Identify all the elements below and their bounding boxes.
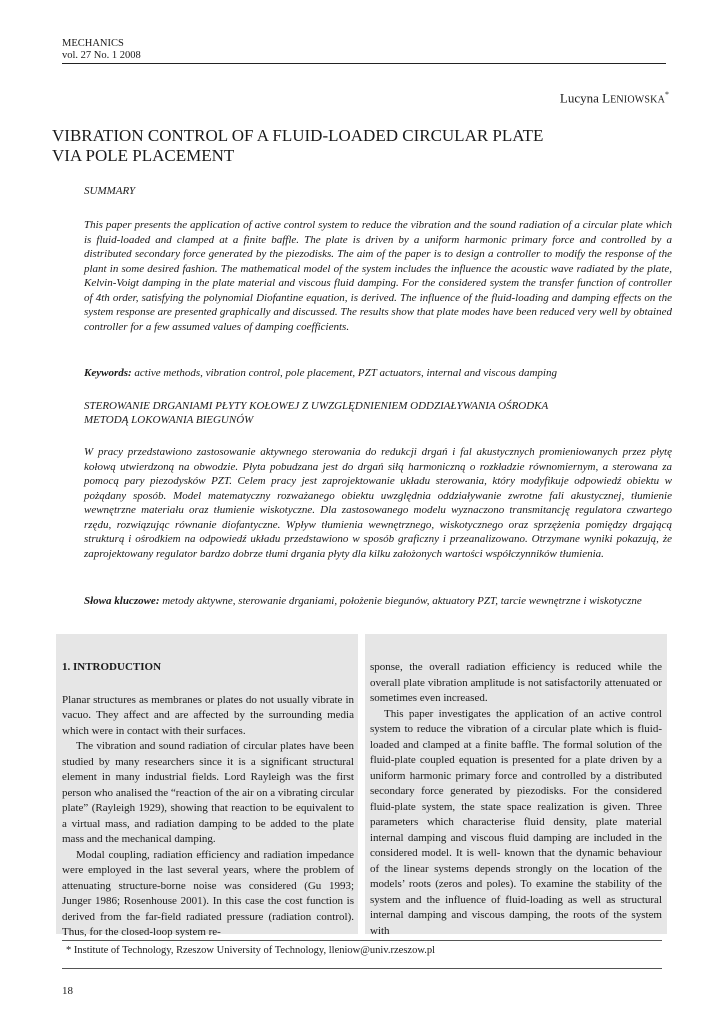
author-footnote-mark: * <box>665 90 669 99</box>
summary-heading: SUMMARY <box>84 185 136 197</box>
polish-title <box>84 399 672 427</box>
author-last-initial: L <box>602 90 611 106</box>
footnote-rule <box>62 940 662 941</box>
author-first-name: Lucyna <box>559 90 603 106</box>
polish-title-line-1: STEROWANIE DRGANIAMI PŁYTY KOŁOWEJ Z UWZGLĘDNIENIEM ODDZIAŁYWANIA OŚRODKA <box>84 400 549 412</box>
author-name <box>560 90 669 106</box>
summary-text: This paper presents the application of active control system to reduce the vibration and the sound radiation of a circular plate which is fluid-loaded and clamped at a finite baffle. The plate is driven by a uniform harmonic primary force and controlled by a distributed secondary force generated by the piezodisks. The aim of the paper is to design a controller to modify the response of the plant in some desired fashion. The mathematical model of the system includes the influence the acoustic wave radiated by the plate, Kelvin-Voigt damping in the plate material and viscous fluid damping. For the considered system the transfer function of controller of 4th order, satisfying the polynomial Diofantine equation, is derived. The influence of the fluid-loading and damping effects on the system response are presented graphically and discussed. The results show that plate modes have been reduced very well by obtained controller for a few assumed values of damping coefficients. <box>84 219 672 333</box>
page-number: 18 <box>62 985 73 997</box>
footnote: * Institute of Technology, Rzeszow University of Technology, lleniow@univ.rzeszow.pl <box>66 945 436 956</box>
header-rule <box>62 63 666 64</box>
journal-header <box>62 38 141 62</box>
left-column <box>62 660 354 941</box>
paper-title <box>52 126 672 166</box>
intro-paragraph: The vibration and sound radiation of circular plates have been studied by many researchers since it is a significant structural element in many industrial fields. Lord Rayleigh was the first person who analised the “reaction of the air on a vibrating circular plate” (Rayleigh 1929), showing that reaction to be equivalent to a virtual mass, and radiation damping to be added to the plate mass and the mechanical damping. <box>62 740 354 845</box>
journal-volume: vol. 27 No. 1 2008 <box>62 50 141 61</box>
title-line-2: VIA POLE PLACEMENT <box>52 146 235 165</box>
intro-paragraph: Modal coupling, radiation efficiency and radiation impedance were employed in the last several years, where the problem of attenuating structure-borne noise was considered (Gu 1993; Junger 1986; Rosenhouse 2001). In this case the cost function is derived from the far-field radiated pressure (radiation control). Thus, for the closed-loop system re- <box>62 848 354 938</box>
author-last-rest: ENIOWSKA <box>610 94 665 106</box>
intro-paragraph: Planar structures as membranes or plates do not usually vibrate in vacuo. They affect and are affected by the surrounding media which were in contact with their surfaces. <box>62 693 354 737</box>
polish-summary-text: W pracy przedstawiono zastosowanie aktywnego sterowania do redukcji drgań i fal akustycznych promieniowanych przez płytę kołową utwierdzoną na obwodzie. Płyta pobudzana jest do drgań siłą harmoniczną o rozkładzie równomiernym, a sterowana za pomocą pary piezodysków PZT. Celem pracy jest zaprojektowanie układu sterowania, który modyfikuje odpowiedź obiektu w pożądany sposób. Model matematyczny rozważanego obiektu uwzględnia oddziaływanie zwrotne fali akustycznej, tłumienie wewnętrzne materiału oraz tłumienie wiskotyczne. Dla zastosowanego modelu wyznaczono transmitancję regulatora czwartego rzędu, rozwiązując równanie diofantyczne. Wpływ tłumienia wewnętrznego, wiskotycznego oraz sprzężenia pomiędzy drgającą strukturą i ośrodkiem na odpowiedź układu przedstawiono w sposób graficzny i przeanalizowano. Otrzymane wyniki pokazują, że zaprojektowany regulator bardzo dobrze tłumi drgania płyty dla kilku założonych wartości współczynników tłumienia. <box>84 446 672 560</box>
keywords-label: Keywords: <box>84 367 132 379</box>
footer-rule <box>62 968 662 969</box>
right-column <box>370 660 662 939</box>
polish-keywords-label: Słowa kluczowe: <box>84 595 160 607</box>
journal-name: MECHANICS <box>62 38 124 49</box>
introduction-heading: 1. INTRODUCTION <box>62 661 162 673</box>
keywords-text: active methods, vibration control, pole placement, PZT actuators, internal and viscous damping <box>131 367 557 379</box>
title-line-1: VIBRATION CONTROL OF A FLUID-LOADED CIRCULAR PLATE <box>52 126 544 145</box>
keywords-line <box>84 366 672 381</box>
polish-title-line-2: METODĄ LOKOWANIA BIEGUNÓW <box>84 414 254 426</box>
intro-paragraph: This paper investigates the application of an active control system to reduce the vibration of a circular plate which is fluid-loaded and clamped at a finite baffle. The formal solution of the fluid-plate coupled equation is presented for a plate driven by a uniform harmonic primary force and controlled by a distributed secondary force generated by piezodisks. For the considered fluid-plate system, the state space realization is given. Three parameters which characterise fluid density, plate material internal damping and viscous fluid damping are included in the considered model. It is well- known that the dynamic behaviour of the linear systems depends strongly on the location of the models’ roots (zeros and poles). To examine the stability of the system and the influence of fluid-loading as well as structural internal damping and viscous damping, the roots of the system with <box>370 707 662 937</box>
polish-keywords-text: metody aktywne, sterowanie drganiami, położenie biegunów, aktuatory PZT, tarcie wewnętrzne i wiskotyczne <box>159 595 642 607</box>
intro-paragraph: sponse, the overall radiation efficiency is reduced while the overall plate vibration amplitude is not satisfactorily attenuated or sometimes even increased. <box>370 661 662 704</box>
polish-keywords-line <box>84 594 672 609</box>
